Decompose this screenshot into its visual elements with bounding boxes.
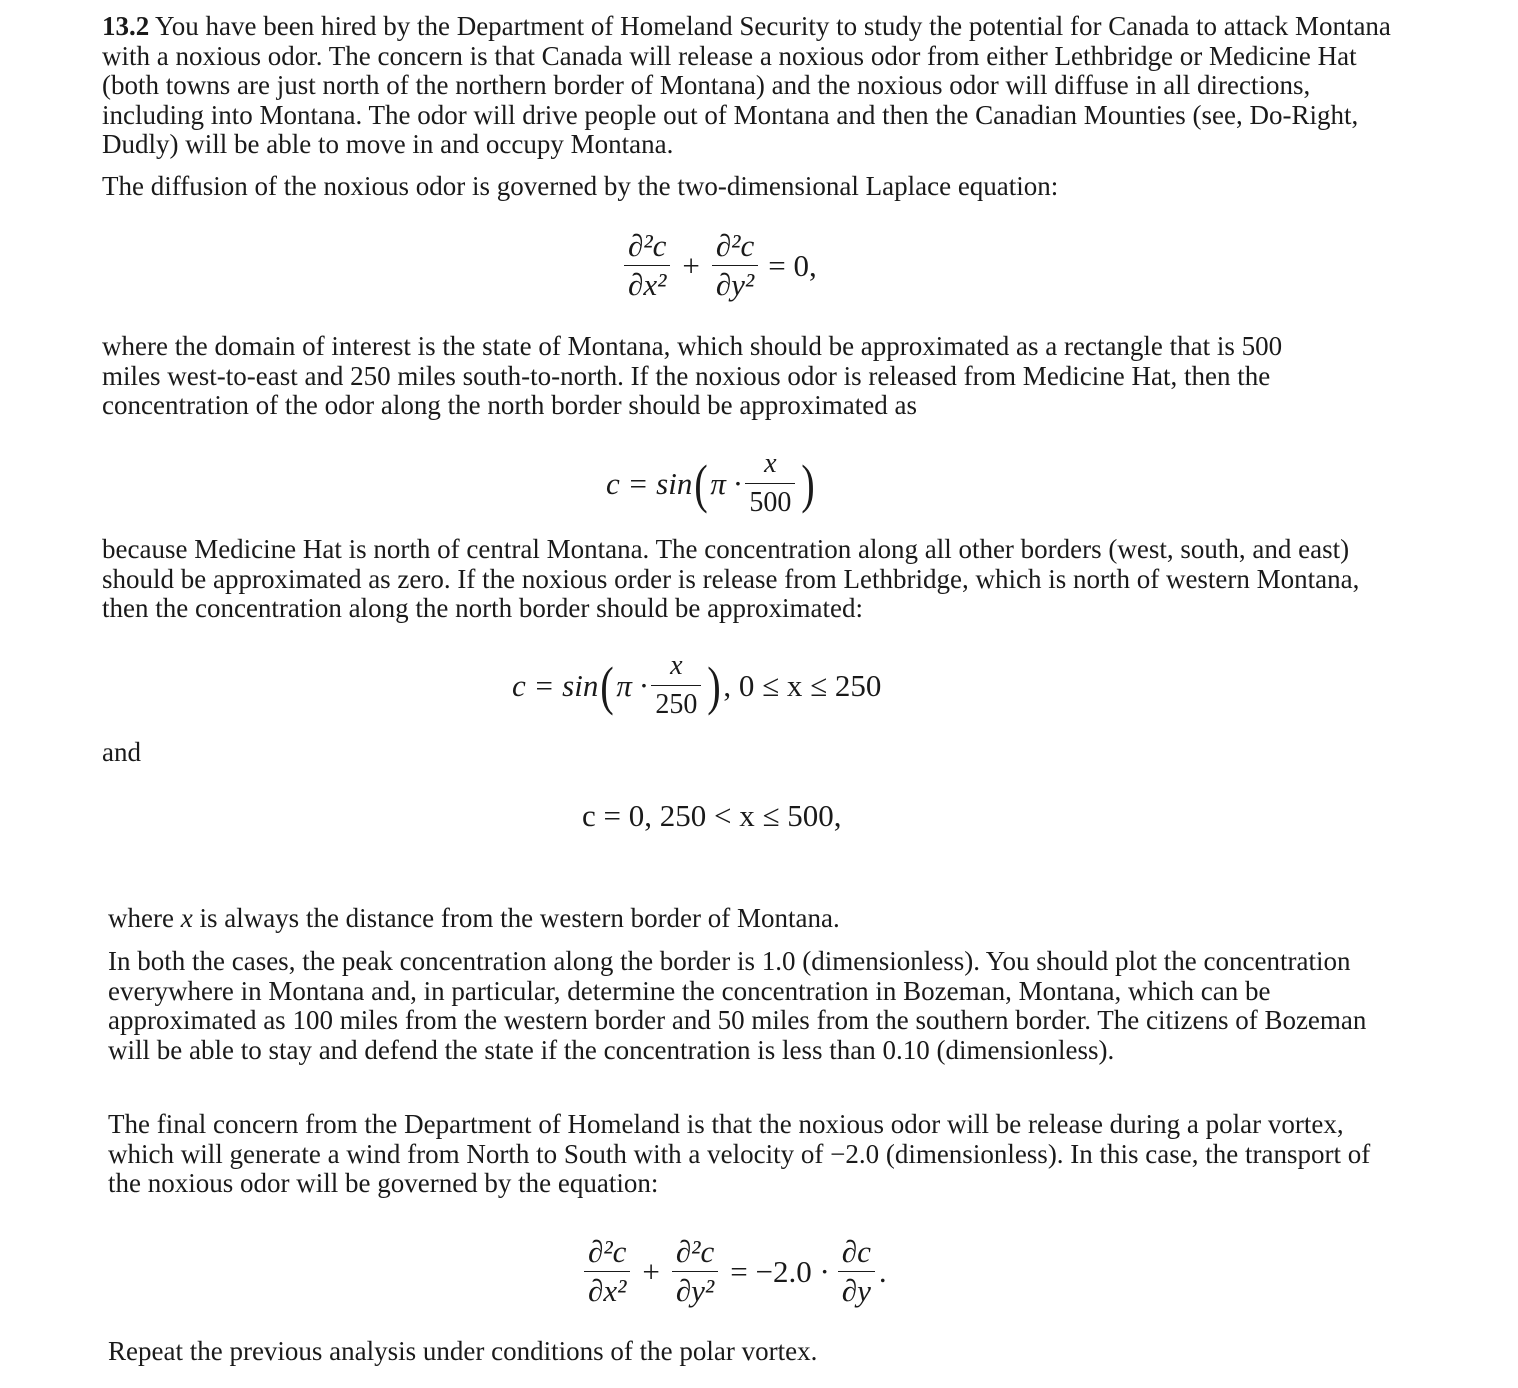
eq3-pi: π ·	[616, 667, 648, 703]
eq1-denominator-x: ∂x²	[624, 265, 670, 301]
where-x-post: is always the distance from the western border of Montana.	[192, 903, 840, 933]
eq3-lhs: c = sin	[512, 667, 599, 703]
zero-condition-equation	[582, 798, 842, 834]
eq5-denominator-y: ∂y²	[672, 1271, 718, 1307]
eq5-end: .	[878, 1253, 887, 1289]
eq4-text: c = 0, 250 < x ≤ 500,	[582, 798, 842, 833]
eq3-range: , 0 ≤ x ≤ 250	[723, 667, 882, 703]
problem-intro-text: You have been hired by the Department of Homeland Security to study the potential for Canada to attack Montana with a noxious odor. The concern is that Canada will release a noxious odor from either Lethbridge or Medicine Hat (both towns are just north of the northern border of Montana) and the noxious odor will diffuse in all directions, including into Montana. The odor will drive people out of Montana and then the Canadian Mounties (see, Do-Right, Dudly) will be able to move in and occupy Montana.	[102, 11, 1391, 159]
eq1-denominator-y: ∂y²	[712, 265, 758, 301]
both-cases-paragraph: In both the cases, the peak concentration along the border is 1.0 (dimensionless). You should plot the concentration everywhere in Montana and, in particular, determine the concentration in Bozeman, Montana, which can be approximated as 100 miles from the western border and 50 miles from the southern border. The citizens of Bozeman will be able to stay and defend the state if the concentration is less than 0.10 (dimensionless).	[108, 946, 1367, 1065]
where-x-paragraph	[108, 904, 1408, 934]
eq2-right-paren: )	[801, 453, 816, 514]
eq3-left-paren: (	[600, 655, 615, 716]
eq1-rhs: = 0,	[768, 247, 817, 283]
eq2-denominator: 500	[745, 483, 795, 519]
vortex-value: −2.0	[830, 1138, 880, 1169]
eq5-plus: +	[642, 1253, 660, 1289]
laplace-intro-text: The diffusion of the noxious odor is governed by the two-dimensional Laplace equation:	[102, 171, 1059, 201]
eq3-denominator: 250	[651, 685, 701, 721]
eq5-denominator-x: ∂x²	[584, 1271, 630, 1307]
eq1-plus: +	[682, 247, 700, 283]
where-x-pre: where	[108, 903, 181, 933]
eq2-numerator: x	[764, 448, 777, 479]
vortex-pre: The final concern from the Department of Homeland is that the noxious odor will be release during a polar vortex, which will generate a wind from North to South with a velocity of	[108, 1109, 1344, 1169]
polar-vortex-equation	[580, 1236, 887, 1307]
laplace-equation	[620, 230, 817, 301]
where-x-variable: x	[180, 903, 193, 933]
lethbridge-equation	[512, 650, 881, 721]
problem-intro-paragraph	[102, 12, 1402, 160]
eq5-derivative-denominator: ∂y	[838, 1271, 875, 1307]
problem-number: 13.2	[102, 11, 150, 41]
eq5-numerator-y: ∂²c	[675, 1234, 715, 1269]
eq3-numerator: x	[670, 650, 683, 681]
and-text: and	[102, 737, 141, 767]
eq3-right-paren: )	[707, 655, 722, 716]
eq5-mid: = −2.0 ·	[730, 1253, 830, 1289]
eq1-numerator-y: ∂²c	[715, 228, 755, 263]
domain-paragraph: where the domain of interest is the state of Montana, which should be approximated as a rectangle that is 500 miles west-to-east and 250 miles south-to-north. If the noxious odor is released from Medicine Hat, then the concentration of the odor along the north border should be approximated as	[102, 331, 1283, 420]
eq2-lhs: c = sin	[606, 465, 693, 501]
medicine-hat-equation	[606, 448, 817, 519]
repeat-paragraph: Repeat the previous analysis under conditions of the polar vortex.	[108, 1336, 818, 1366]
vortex-paragraph	[108, 1110, 1378, 1199]
medicine-hat-paragraph: because Medicine Hat is north of central Montana. The concentration along all other borders (west, south, and east) should be approximated as zero. If the noxious order is release from Lethbridge, which is north of western Montana, then the concentration along the north border should be approximated:	[102, 534, 1360, 623]
vortex-post: (dimensionless). In this case, the transport of the noxious odor will be governed by the equation:	[108, 1138, 1371, 1198]
eq1-numerator-x: ∂²c	[628, 228, 667, 263]
eq5-derivative-numerator: ∂c	[841, 1234, 871, 1269]
eq2-left-paren: (	[694, 453, 709, 514]
eq5-numerator-x: ∂²c	[588, 1234, 627, 1269]
eq2-pi: π ·	[710, 465, 742, 501]
